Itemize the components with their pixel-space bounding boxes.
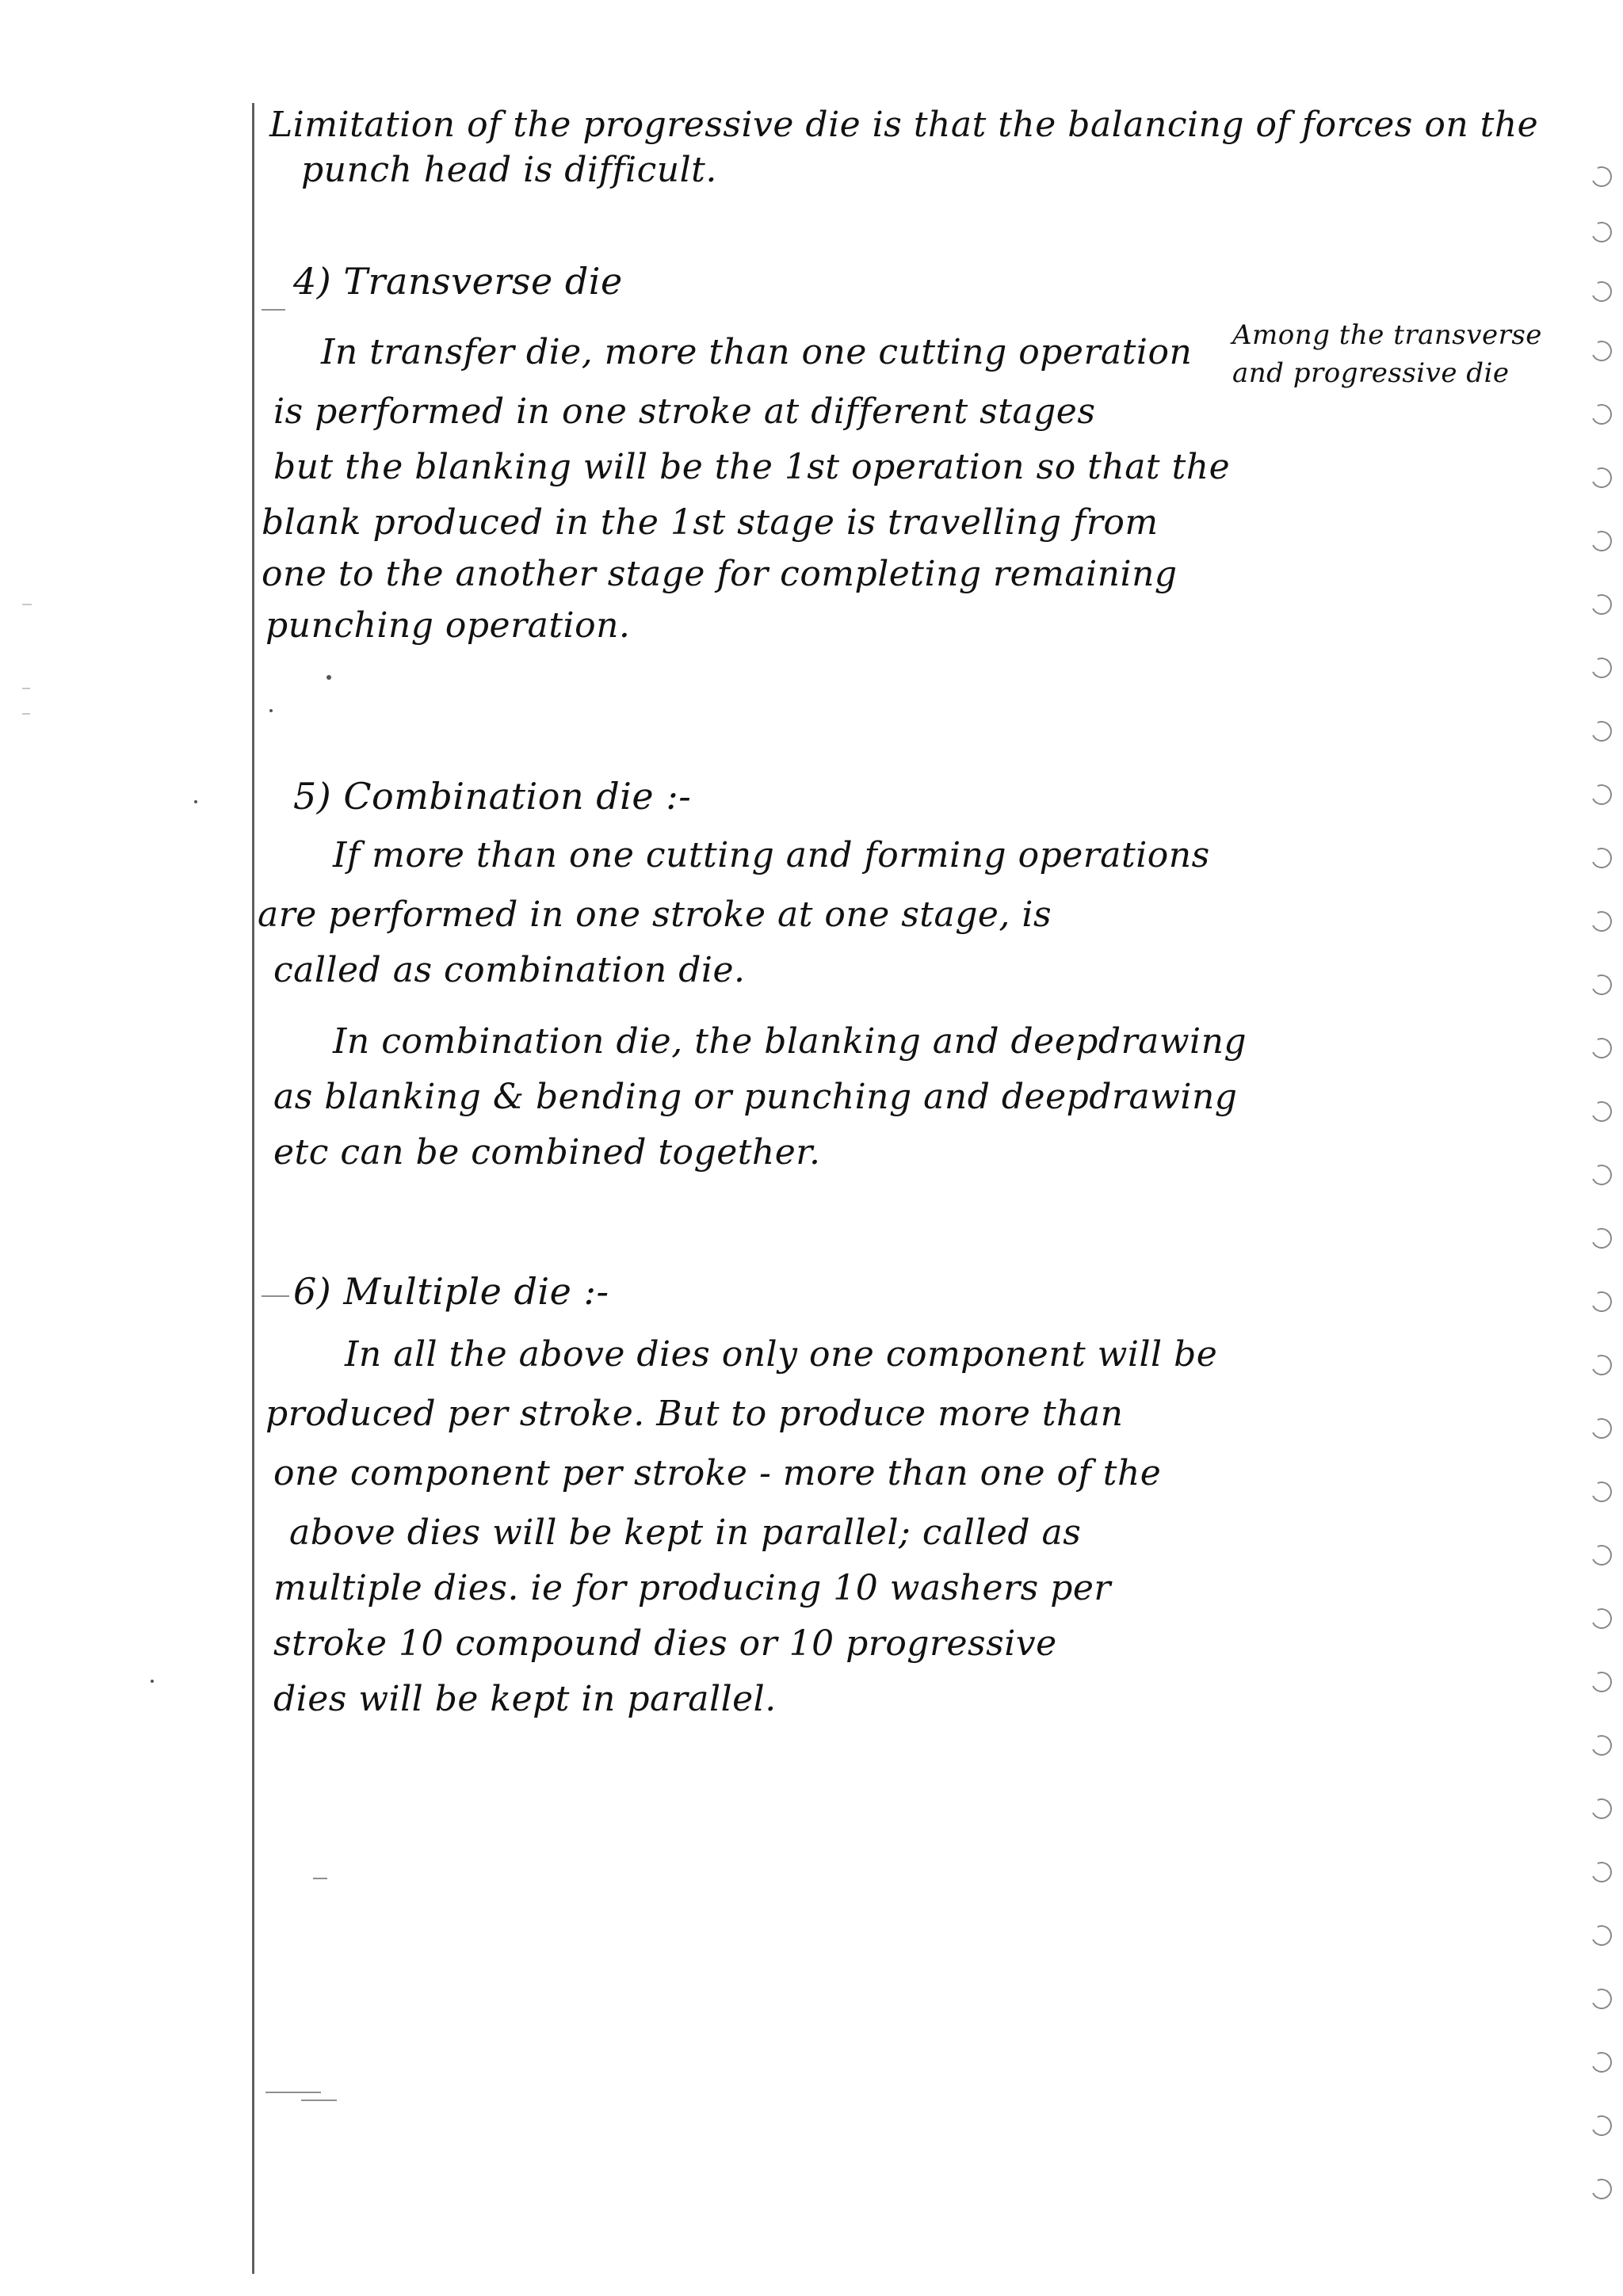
section-5-line-1: If more than one cutting and forming operations [333, 835, 1210, 875]
binder-ring [1588, 654, 1614, 681]
section-4-line-4: blank produced in the 1st stage is travelling from [262, 502, 1159, 543]
binder-ring [1588, 1542, 1614, 1568]
section-6-line-7: dies will be kept in parallel. [273, 1679, 777, 1719]
binder-ring [1588, 1035, 1614, 1061]
scan-mark [313, 1878, 327, 1879]
intro-line-1: Limitation of the progressive die is that the balancing of forces on the [269, 105, 1539, 145]
scan-mark [262, 1295, 289, 1297]
binder-ring [1588, 1161, 1614, 1188]
binder-ring [1588, 401, 1614, 427]
section-4-line-5: one to the another stage for completing remaining [262, 554, 1178, 594]
binder-ring [1588, 1732, 1614, 1758]
section-5-line-3: called as combination die. [273, 950, 746, 990]
section-4-line-1: In transfer die, more than one cutting operation [321, 332, 1193, 372]
section-5-heading: 5) Combination die :- [293, 775, 692, 818]
side-note-line-2: and progressive die [1232, 357, 1510, 389]
section-4-line-6: punching operation. [265, 605, 631, 646]
section-6-line-5: multiple dies. ie for producing 10 washers per [273, 1568, 1111, 1608]
binder-ring [1588, 1922, 1614, 1948]
scan-mark [265, 2092, 321, 2093]
section-6-line-4: above dies will be kept in parallel; called as [289, 1512, 1082, 1553]
binder-ring [1588, 2049, 1614, 2075]
scan-mark [301, 2100, 337, 2101]
binder-ring [1588, 1795, 1614, 1821]
binder-ring [1588, 1605, 1614, 1631]
scan-speck [269, 709, 273, 712]
section-5-line-5: as blanking & bending or punching and deepdrawing [273, 1077, 1238, 1117]
side-note-line-1: Among the transverse [1232, 319, 1542, 351]
section-4-heading: 4) Transverse die [293, 260, 623, 303]
section-4-line-2: is performed in one stroke at different stages [273, 391, 1096, 432]
binder-rings [1580, 55, 1612, 2258]
binder-ring [1588, 1859, 1614, 1885]
binder-ring [1588, 338, 1614, 364]
section-5-line-4: In combination die, the blanking and deepdrawing [333, 1021, 1247, 1062]
binder-ring [1588, 2176, 1614, 2202]
binder-ring [1588, 2112, 1614, 2138]
binder-ring [1588, 1288, 1614, 1314]
binder-ring [1588, 971, 1614, 997]
binder-ring [1588, 278, 1614, 304]
section-6-line-2: produced per stroke. But to produce more than [265, 1394, 1124, 1434]
binder-ring [1588, 781, 1614, 807]
binder-ring [1588, 908, 1614, 934]
scan-mark [22, 688, 30, 689]
section-5-line-2: are performed in one stroke at one stage, is [258, 894, 1052, 935]
section-6-line-6: stroke 10 compound dies or 10 progressive [273, 1623, 1057, 1664]
binder-ring [1588, 1415, 1614, 1441]
binder-ring [1588, 1478, 1614, 1505]
section-6-heading: 6) Multiple die :- [293, 1270, 609, 1313]
binder-ring [1588, 1669, 1614, 1695]
section-5-line-6: etc can be combined together. [273, 1132, 821, 1173]
binder-ring [1588, 591, 1614, 617]
binder-ring [1588, 464, 1614, 490]
intro-line-2: punch head is difficult. [301, 150, 717, 190]
scan-mark [262, 309, 285, 311]
scan-speck [194, 800, 197, 803]
margin-rule [252, 103, 254, 2274]
binder-ring [1588, 1985, 1614, 2012]
binder-ring [1588, 1225, 1614, 1251]
binder-ring [1588, 219, 1614, 245]
section-6-line-1: In all the above dies only one component will be [345, 1334, 1218, 1375]
binder-ring [1588, 845, 1614, 871]
scan-speck [151, 1680, 154, 1683]
binder-ring [1588, 1098, 1614, 1124]
scan-speck [327, 675, 331, 680]
binder-ring [1588, 528, 1614, 554]
binder-ring [1588, 718, 1614, 744]
section-6-line-3: one component per stroke - more than one of the [273, 1453, 1162, 1493]
scan-mark [22, 604, 32, 605]
binder-ring [1588, 1352, 1614, 1378]
section-4-line-3: but the blanking will be the 1st operation so that the [273, 447, 1231, 487]
scan-mark [22, 713, 30, 715]
binder-ring [1588, 163, 1614, 189]
